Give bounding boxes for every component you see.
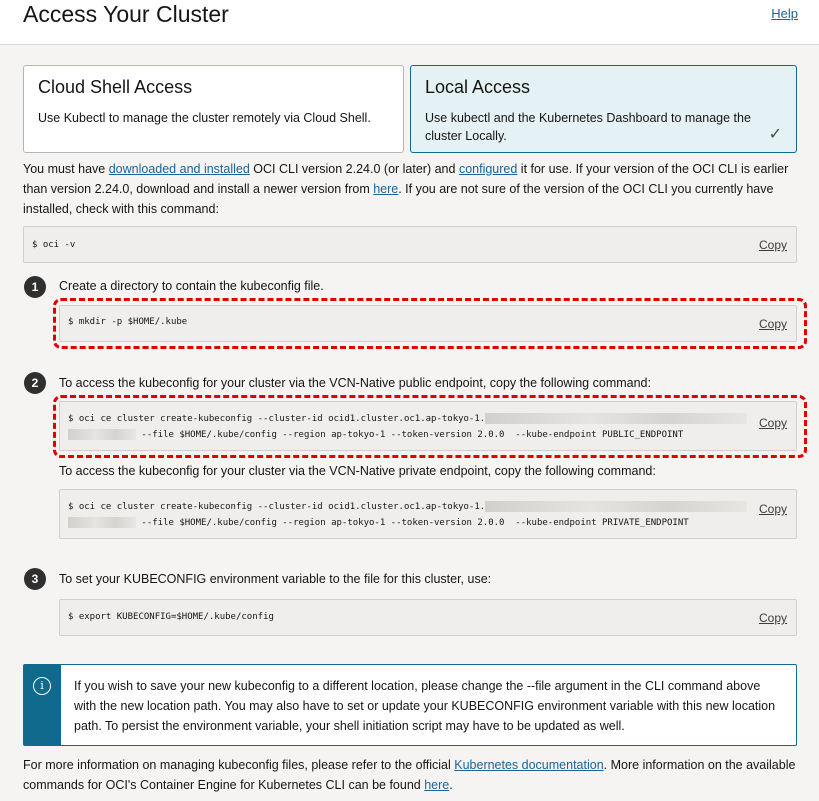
footer-text-3: . bbox=[449, 778, 453, 792]
private-command-line-2 bbox=[68, 515, 689, 531]
private-endpoint-text: To access the kubeconfig for your cluster via the VCN-Native private endpoint, copy the following command: bbox=[59, 464, 656, 478]
checkmark-icon: ✓ bbox=[768, 126, 782, 143]
cloud-shell-access-title: Cloud Shell Access bbox=[38, 77, 193, 97]
prereq-text-2: OCI CLI version 2.24.0 (or later) and bbox=[249, 162, 459, 176]
configured-link[interactable]: configured bbox=[458, 162, 518, 176]
page-title: Access Your Cluster bbox=[23, 1, 229, 27]
redacted-cluster-id bbox=[68, 517, 136, 528]
info-message bbox=[23, 664, 797, 746]
redacted-cluster-id bbox=[485, 501, 747, 512]
info-strip bbox=[24, 665, 61, 745]
public-command-text-1: $ oci ce cluster create-kubeconfig --cluster-id ocid1.cluster.oc1.ap-tokyo-1. bbox=[68, 414, 486, 424]
downloaded-installed-link[interactable]: downloaded and installed bbox=[108, 162, 250, 176]
prerequisite-text bbox=[23, 159, 803, 219]
footer-text-1: For more information on managing kubeconfig files, please refer to the official bbox=[23, 758, 455, 772]
copy-button[interactable]: Copy bbox=[758, 611, 787, 625]
copy-button[interactable]: Copy bbox=[758, 502, 787, 516]
prereq-text-3: it for use. If your version of the OCI CLI is earlier than version 2.24.0, download and install a newer version from bbox=[23, 162, 789, 196]
cloud-shell-access-description: Use Kubectl to manage the cluster remotely via Cloud Shell. bbox=[38, 111, 371, 125]
local-access-card[interactable] bbox=[410, 65, 797, 153]
export-command: $ export KUBECONFIG=$HOME/.kube/config bbox=[68, 612, 274, 622]
help-link[interactable]: Help bbox=[771, 6, 798, 21]
private-endpoint-command-box bbox=[59, 489, 797, 539]
private-command-text-2: --file $HOME/.kube/config --region ap-tokyo-1 --token-version 2.0.0 --kube-endpoint PRIVATE_ENDPOINT bbox=[136, 518, 689, 528]
cli-download-here-link[interactable]: here bbox=[373, 182, 399, 196]
red-dashed-highlight bbox=[53, 395, 807, 458]
red-dashed-highlight bbox=[53, 298, 807, 349]
public-command-text-2: --file $HOME/.kube/config --region ap-tokyo-1 --token-version 2.0.0 --kube-endpoint PUBLIC_ENDPOINT bbox=[136, 430, 684, 440]
mkdir-command: $ mkdir -p $HOME/.kube bbox=[68, 317, 188, 327]
step-2-text: To access the kubeconfig for your cluster via the VCN-Native public endpoint, copy the following command: bbox=[59, 376, 651, 390]
oci-version-command-box bbox=[23, 226, 797, 263]
copy-button[interactable]: Copy bbox=[758, 317, 787, 331]
page-header bbox=[0, 0, 819, 45]
local-access-title: Local Access bbox=[425, 77, 531, 97]
footer-text bbox=[23, 755, 803, 795]
step-1-text: Create a directory to contain the kubeconfig file. bbox=[59, 279, 324, 293]
copy-button[interactable]: Copy bbox=[758, 238, 787, 252]
info-text: If you wish to save your new kubeconfig to a different location, please change the --file argument in the CLI command above with the new location path. You may also have to set or update your KUBECONFIG environment variable with this new location path. To persist the environment variable, your shell initiation script may have to be updated as well. bbox=[74, 679, 776, 733]
export-command-box bbox=[59, 599, 797, 636]
private-command-text-1: $ oci ce cluster create-kubeconfig --cluster-id ocid1.cluster.oc1.ap-tokyo-1. bbox=[68, 502, 486, 512]
info-icon: i bbox=[33, 677, 51, 695]
step-3-text: To set your KUBECONFIG environment variable to the file for this cluster, use: bbox=[59, 572, 492, 586]
cli-commands-here-link[interactable]: here bbox=[424, 778, 450, 792]
step-1-badge: 1 bbox=[24, 276, 46, 298]
step-2-badge: 2 bbox=[24, 372, 46, 394]
oci-version-command: $ oci -v bbox=[32, 240, 76, 250]
local-access-description: Use kubectl and the Kubernetes Dashboard to manage the cluster Locally. bbox=[425, 111, 751, 143]
footer-text-2: . More information on the available commands for OCI's Container Engine for Kubernetes CLI can be found bbox=[23, 758, 796, 792]
prereq-text-4: . If you are not sure of the version of the OCI CLI you currently have installed, check with this command: bbox=[23, 182, 774, 216]
step-3-badge: 3 bbox=[24, 568, 46, 590]
private-command-line-1 bbox=[68, 499, 747, 515]
prereq-text-1: You must have bbox=[23, 162, 109, 176]
copy-button[interactable]: Copy bbox=[758, 416, 787, 430]
cloud-shell-access-card[interactable] bbox=[23, 65, 404, 153]
kubernetes-documentation-link[interactable]: Kubernetes documentation bbox=[454, 758, 604, 772]
